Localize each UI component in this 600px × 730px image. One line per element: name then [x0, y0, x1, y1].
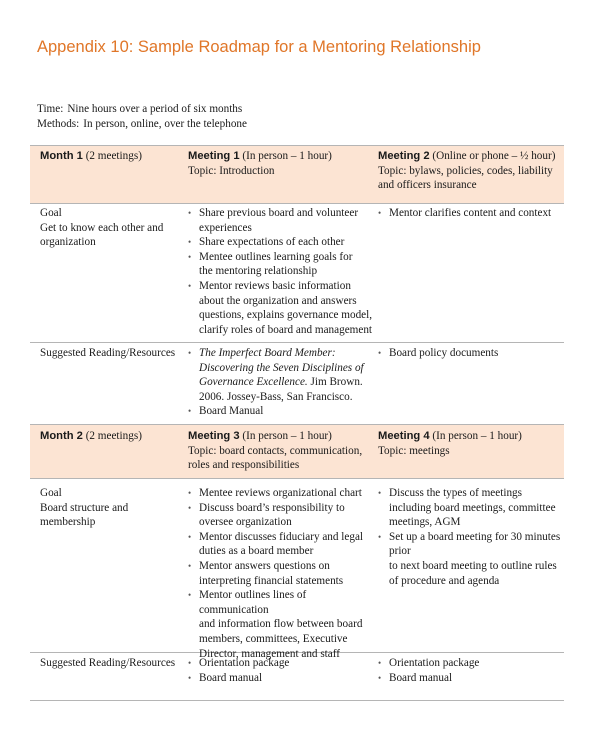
- list-item: • Orientation package: [378, 656, 564, 671]
- table-rule: [30, 478, 564, 479]
- time-label: Time:: [37, 103, 64, 115]
- time-value: Nine hours over a period of six months: [67, 103, 243, 115]
- month2-title: Month 2: [40, 430, 83, 442]
- page-title: Appendix 10: Sample Roadmap for a Mentoring Relationship: [37, 38, 481, 56]
- month2-label: [40, 429, 142, 444]
- goal-label: Goal: [40, 487, 62, 499]
- meeting2-mode: (Online or phone – ½ hour): [432, 150, 556, 162]
- meeting4-topic: Topic: meetings: [378, 444, 450, 457]
- goal-desc-line: Get to know each other and: [40, 221, 164, 234]
- list-item: • Mentor clarifies content and context: [378, 206, 564, 221]
- meeting1-header: [188, 149, 376, 178]
- book-title-line: • The Imperfect Board Member:: [199, 347, 336, 359]
- meeting2-topic-line: and officers insurance: [378, 179, 477, 192]
- table-rule: [30, 342, 564, 343]
- month1-goal: [40, 206, 185, 250]
- list-item: • Mentor reviews basic information about the organization and answers questions, explains governance model, clarify roles of board and management: [188, 279, 376, 337]
- list-item: • Discuss the types of meetings including board meetings, committee meetings, AGM: [378, 486, 564, 530]
- month2-reading-label: Suggested Reading/Resources: [40, 657, 176, 669]
- list-item: • Discuss board’s responsibility to oversee organization: [188, 501, 376, 530]
- meeting2-topic-line: Topic: bylaws, policies, codes, liability: [378, 164, 553, 177]
- meeting3-goal-list: [188, 486, 376, 661]
- table-rule: [30, 700, 564, 701]
- month1-reading-label: Suggested Reading/Resources: [40, 347, 176, 359]
- meeting4-goal-list: [378, 486, 564, 588]
- month1-title: Month 1: [40, 150, 83, 162]
- meeting1-mode: (In person – 1 hour): [242, 150, 332, 162]
- list-item: • Mentee outlines learning goals for the mentoring relationship: [188, 250, 376, 279]
- goal-label: Goal: [40, 207, 62, 219]
- list-item: • Mentor discusses fiduciary and legal duties as a board member: [188, 530, 376, 559]
- time-line: [37, 103, 242, 115]
- meeting3-mode: (In person – 1 hour): [242, 430, 332, 442]
- goal-desc-line: membership: [40, 516, 96, 529]
- meeting1-reading-list: [188, 346, 376, 419]
- meeting3-title: Meeting 3: [188, 430, 240, 442]
- list-item: • Mentee reviews organizational chart: [188, 486, 376, 501]
- list-item: • Board manual: [378, 671, 564, 686]
- book-author: Jim Brown.: [310, 376, 363, 389]
- meeting4-header: [378, 429, 564, 458]
- meeting4-title: Meeting 4: [378, 430, 430, 442]
- meeting3-topic-line: roles and responsibilities: [188, 459, 300, 472]
- meeting2-title: Meeting 2: [378, 150, 430, 162]
- month1-note: (2 meetings): [85, 150, 142, 162]
- meeting3-header: [188, 429, 376, 473]
- meeting1-title: Meeting 1: [188, 150, 240, 162]
- list-item: • Mentor answers questions on interpreting financial statements: [188, 559, 376, 588]
- list-item: • Mentor outlines lines of communication and information flow between board members, committees, Executive Director, management and staff: [188, 588, 376, 661]
- list-item: • Board manual: [188, 671, 376, 686]
- list-item: [188, 346, 376, 404]
- meeting2-goal-list: [378, 206, 564, 221]
- meeting3-topic-line: Topic: board contacts, communication,: [188, 444, 363, 457]
- list-item: • Board Manual: [188, 404, 376, 419]
- meeting2-reading-list: [378, 346, 564, 361]
- list-item: • Set up a board meeting for 30 minutes prior to next board meeting to outline rules of procedure and agenda: [378, 530, 564, 588]
- meeting4-reading-list: [378, 656, 564, 685]
- meeting3-reading-list: [188, 656, 376, 685]
- methods-line: [37, 118, 247, 130]
- meeting1-goal-list: [188, 206, 376, 337]
- month1-label: [40, 149, 142, 164]
- list-item: • Share previous board and volunteer experiences: [188, 206, 376, 235]
- meeting1-topic: Topic: Introduction: [188, 164, 275, 177]
- month2-goal: [40, 486, 185, 530]
- methods-label: Methods:: [37, 118, 80, 130]
- book-title-line: Discovering the Seven Disciplines of: [199, 361, 364, 374]
- book-title-line: Governance Excellence.: [199, 376, 308, 389]
- goal-desc-line: Board structure and: [40, 501, 129, 514]
- meeting2-header: [378, 149, 564, 193]
- methods-value: In person, online, over the telephone: [83, 118, 247, 130]
- goal-desc-line: organization: [40, 236, 96, 249]
- meeting4-mode: (In person – 1 hour): [432, 430, 522, 442]
- list-item: • Board policy documents: [378, 346, 564, 361]
- list-item: • Orientation package: [188, 656, 376, 671]
- table-rule: [30, 203, 564, 204]
- list-item: • Share expectations of each other: [188, 235, 376, 250]
- month2-note: (2 meetings): [85, 430, 142, 442]
- book-publisher: 2006. Jossey-Bass, San Francisco.: [199, 390, 353, 403]
